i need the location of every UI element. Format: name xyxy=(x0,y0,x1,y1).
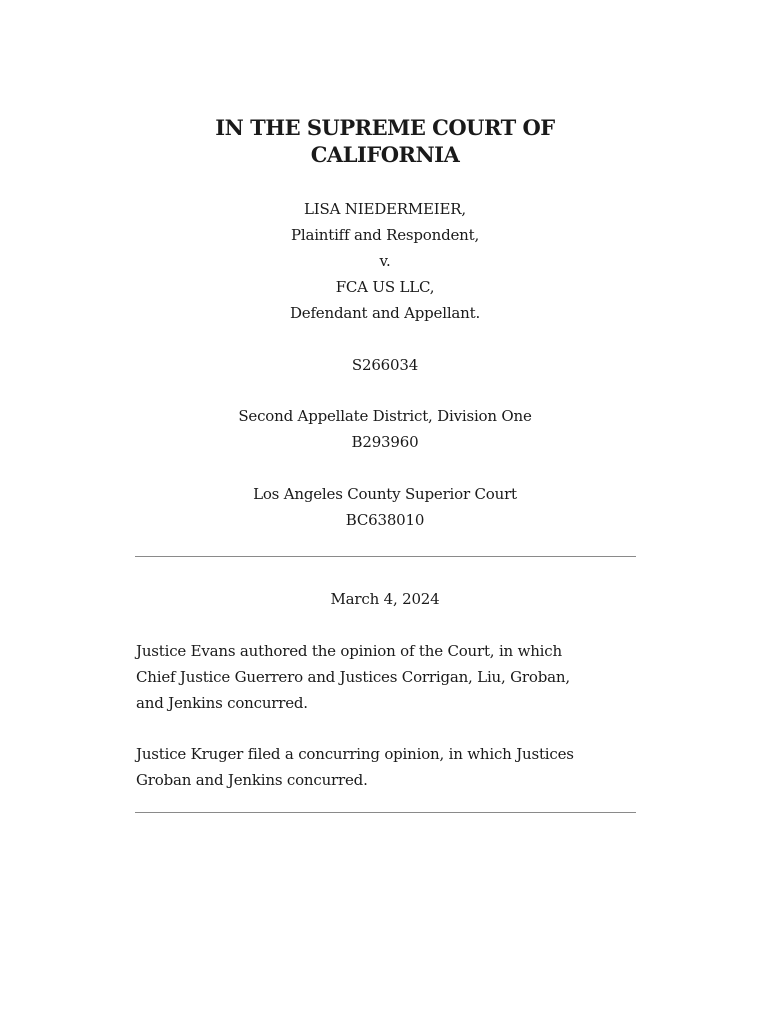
plaintiff-role: Plaintiff and Respondent, xyxy=(290,226,480,244)
appellate-court-block xyxy=(135,403,635,455)
concurrence-paragraph xyxy=(136,741,626,793)
concurrence-line: Groban and Jenkins concurred. xyxy=(136,771,368,789)
defendant-role: Defendant and Appellant. xyxy=(289,304,481,322)
opinion-line: Chief Justice Guerrero and Justices Corrigan, Liu, Groban, xyxy=(136,668,570,686)
superior-court-case-number: BC638010 xyxy=(345,511,425,529)
opinion-authorship-paragraph xyxy=(136,638,626,716)
versus-label: v. xyxy=(379,252,391,270)
plaintiff-name: LISA NIEDERMEIER, xyxy=(304,200,466,218)
case-parties xyxy=(135,196,635,326)
decision-date-block xyxy=(135,586,635,612)
opinion-line: and Jenkins concurred. xyxy=(136,694,308,712)
appellate-case-number: B293960 xyxy=(351,433,419,451)
court-title-line-1: IN THE SUPREME COURT OF xyxy=(215,115,555,140)
decision-date: March 4, 2024 xyxy=(330,590,440,608)
bottom-divider xyxy=(135,812,636,813)
superior-court-block xyxy=(135,481,635,533)
case-number-block xyxy=(135,352,635,378)
defendant-name: FCA US LLC, xyxy=(335,278,435,296)
case-number: S266034 xyxy=(351,356,419,374)
superior-court-name: Los Angeles County Superior Court xyxy=(253,485,517,503)
top-divider xyxy=(135,556,636,557)
concurrence-line: Justice Kruger filed a concurring opinion, in which Justices xyxy=(136,745,574,763)
court-title xyxy=(135,114,635,168)
court-title-line-2: CALIFORNIA xyxy=(310,142,460,167)
appellate-district: Second Appellate District, Division One xyxy=(238,407,532,425)
opinion-line: Justice Evans authored the opinion of the Court, in which xyxy=(136,642,562,660)
